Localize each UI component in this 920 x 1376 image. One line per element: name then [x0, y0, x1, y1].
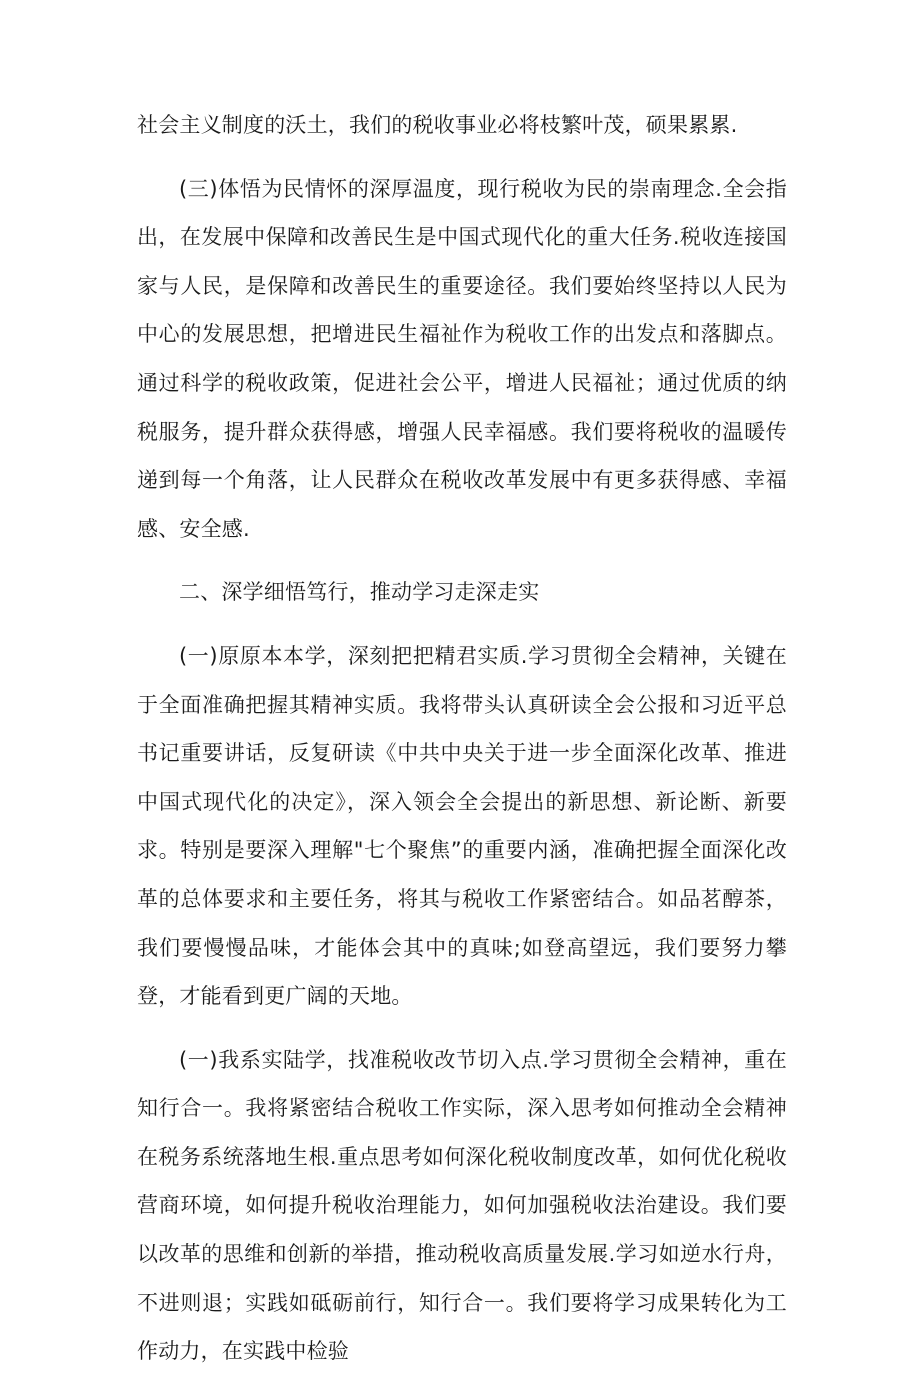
paragraph-study-original: (一)原原本本学，深刻把把精君实质.学习贯彻全会精神，关键在于全面准确把握其精神实质。我将带头认真研读全会公报和习近平总书记重要讲话，反复研读《中共中央关于进一步全面深化改革、推进中国式现代化的决定》，深入领会全会提出的新思想、新论断、新要求。特别是要深入理解"七个聚焦”的重要内涵，准确把握全面深化改革的总体要求和主要任务，将其与税收工作紧密结合。如品茗醇茶，我们要慢慢品味，才能体会其中的真味;如登高望远，我们要努力攀登，才能看到更广阔的天地。 [137, 643, 787, 1009]
document-body [137, 101, 787, 1376]
section-heading-two: 二、深学细悟笃行，推动学习走深走实 [179, 580, 540, 605]
paragraph-study-practice: (一)我系实陆学，找准税收改节切入点.学习贯彻全会精神，重在知行合一。我将紧密结合税收工作实际，深入思考如何推动全会精神在税务系统落地生根.重点思考如何深化税收制度改革，如何优化税收营商环境，如何提升税收治理能力，如何加强税收法治建设。我们要以改革的思维和创新的举措，推动税收高质量发展.学习如逆水行舟，不进则退；实践如砥砺前行，知行合一。我们要将学习成果转化为工作动力，在实践中检验 [137, 1047, 787, 1364]
paragraph-section-three: (三)体悟为民情怀的深厚温度，现行税收为民的崇南理念.全会指出，在发展中保障和改善民生是中国式现代化的重大任务.税收连接国家与人民，是保障和改善民生的重要途径。我们要始终坚持以人民为中心的发展思想，把增进民生福祉作为税收工作的出发点和落脚点。通过科学的税收政策，促进社会公平，增进人民福祉；通过优质的纳税服务，提升群众获得感，增强人民幸福感。我们要将税收的温暖传递到每一个角落，让人民群众在税收改革发展中有更多获得感、幸福感、安全感. [137, 176, 787, 541]
paragraph-continuation: 社会主义制度的沃土，我们的税收事业必将枝繁叶茂，硕果累累. [137, 113, 738, 137]
